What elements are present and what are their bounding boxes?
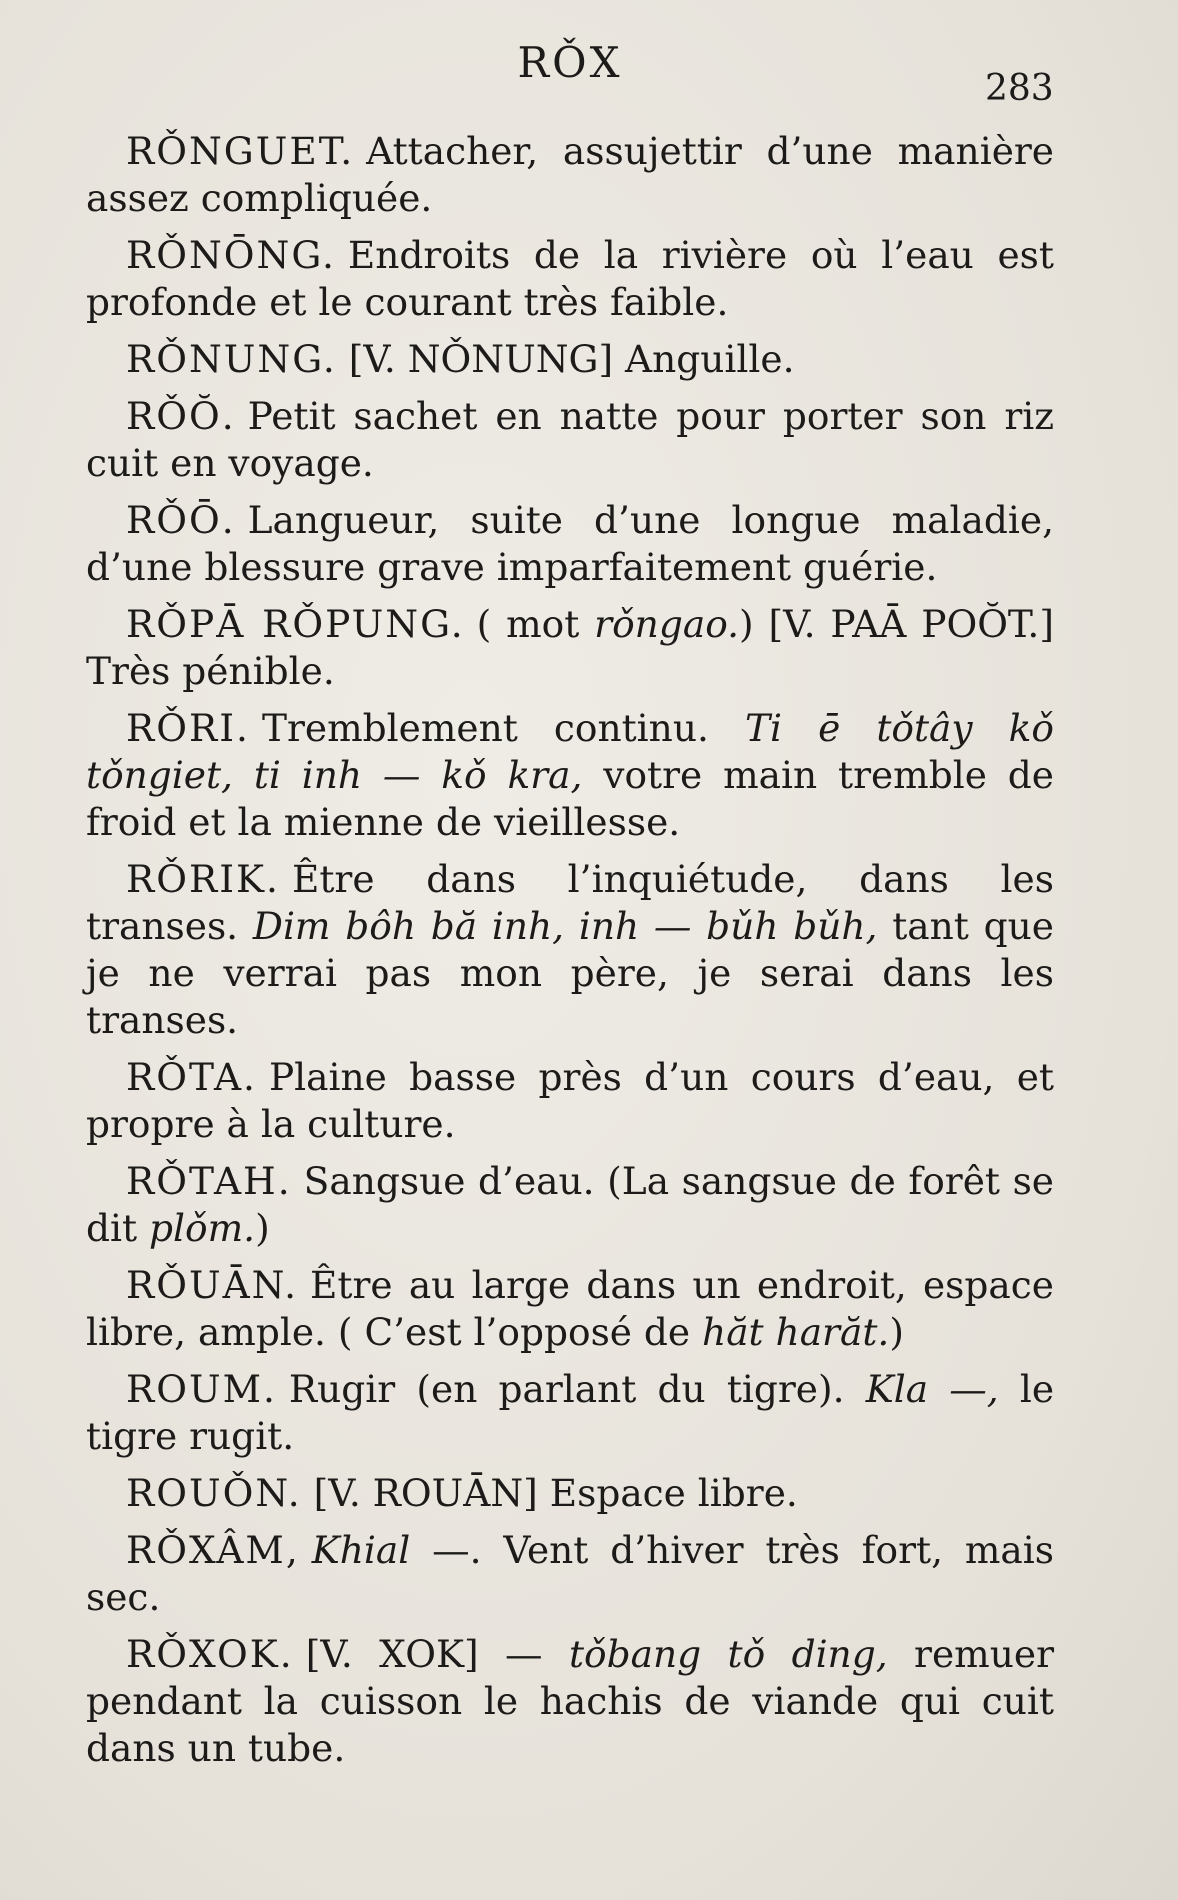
dictionary-entry xyxy=(86,1054,1054,1148)
entry-definition: Plaine basse près d’un cours d’eau, et propre à la culture. xyxy=(86,1055,1054,1146)
entry-definition: Être au large dans un endroit, espace libre, ample. ( C’est l’opposé de xyxy=(86,1263,1054,1354)
entry-headword: RǑRI. xyxy=(126,706,250,750)
entry-headword: RǑUĀN. xyxy=(126,1263,298,1307)
entry-definition: Être dans l’inquiétude, dans les transes. xyxy=(86,857,1054,948)
dictionary-entry xyxy=(86,705,1054,846)
entry-headword: RǑTA. xyxy=(126,1055,257,1099)
entry-example: plǒm. xyxy=(149,1206,256,1250)
dictionary-entry xyxy=(86,1631,1054,1772)
entry-example: Khial xyxy=(311,1528,411,1572)
entry-definition: [V. XOK] — xyxy=(305,1632,569,1676)
entry-example: tǒbang tǒ ding, xyxy=(568,1632,888,1676)
entry-headword: RǑNŌNG. xyxy=(126,233,336,277)
entry-definition: Rugir (en parlant du tigre). xyxy=(288,1367,866,1411)
entry-definition: remuer pendant la cuisson le hachis de viande qui cuit dans un tube. xyxy=(86,1632,1054,1770)
entry-example: Dim bôh bă inh, inh — bǔh bǔh, xyxy=(252,904,878,948)
dictionary-entry xyxy=(86,497,1054,591)
entry-definition: ) xyxy=(889,1310,904,1354)
dictionary-entry xyxy=(86,232,1054,326)
entry-example: Kla —, xyxy=(865,1367,999,1411)
entry-definition: —. Vent d’hiver très fort, mais sec. xyxy=(86,1528,1054,1619)
dictionary-entry xyxy=(86,393,1054,487)
entry-headword: RǑŌ. xyxy=(126,498,236,542)
dictionary-entry xyxy=(86,1366,1054,1460)
entry-definition: le tigre rugit. xyxy=(86,1367,1055,1458)
dictionary-entry xyxy=(86,856,1054,1044)
page-number: 283 xyxy=(985,68,1054,109)
entry-definition: ( mot xyxy=(476,602,595,646)
entry-headword: RǑNUNG. xyxy=(126,337,337,381)
entry-definition: Sangsue d’eau. (La sangsue de forêt se dit xyxy=(86,1159,1054,1250)
running-head: RǑX xyxy=(517,38,623,87)
entry-definition: [V. ROUĀN] Espace libre. xyxy=(313,1471,798,1515)
entry-definition: tant que je ne verrai pas mon père, je serai dans les transes. xyxy=(86,904,1054,1042)
entry-headword: RǑŎ. xyxy=(126,394,236,438)
dictionary-entry xyxy=(86,128,1054,222)
entry-example: rǒngao. xyxy=(594,602,740,646)
entry-definition: Petit sachet en natte pour porter son riz cuit en voyage. xyxy=(86,394,1054,485)
entry-definition: votre main tremble de froid et la mienne de vieillesse. xyxy=(86,753,1054,844)
entry-example: Ti ē tǒtây kǒ tǒngiet, ti inh — kǒ kra, xyxy=(86,706,1054,797)
entry-headword: RǑRIK. xyxy=(126,857,280,901)
entry-example: hăt harăt. xyxy=(702,1310,890,1354)
dictionary-entry xyxy=(86,336,1054,383)
entry-definition: ) [V. PAĀ POŎT.] Très pénible. xyxy=(86,602,1054,693)
entry-headword: RǑPĀ RǑPUNG. xyxy=(126,602,465,646)
entry-headword: RǑXOK. xyxy=(126,1632,294,1676)
entry-definition: ) xyxy=(255,1206,270,1250)
entry-headword: ROUM. xyxy=(126,1367,277,1411)
entry-list xyxy=(86,128,1054,1782)
entry-definition: Attacher, assujettir d’une manière assez compliquée. xyxy=(86,129,1054,220)
dictionary-entry xyxy=(86,1470,1054,1517)
entry-definition: Tremblement continu. xyxy=(261,706,745,750)
entry-headword: RǑXÂM, xyxy=(126,1528,300,1572)
entry-headword: ROUǑN. xyxy=(126,1471,302,1515)
entry-definition: Langueur, suite d’une longue maladie, d’une blessure grave imparfaitement guérie. xyxy=(86,498,1054,589)
dictionary-entry xyxy=(86,1527,1054,1621)
entry-definition: [V. NǑNUNG] Anguille. xyxy=(348,337,795,381)
dictionary-entry xyxy=(86,601,1054,695)
dictionary-entry xyxy=(86,1158,1054,1252)
entry-headword: RǑTAH. xyxy=(126,1159,292,1203)
dictionary-entry xyxy=(86,1262,1054,1356)
entry-headword: RǑNGUET. xyxy=(126,129,355,173)
entry-definition: Endroits de la rivière où l’eau est profonde et le courant très faible. xyxy=(86,233,1054,324)
